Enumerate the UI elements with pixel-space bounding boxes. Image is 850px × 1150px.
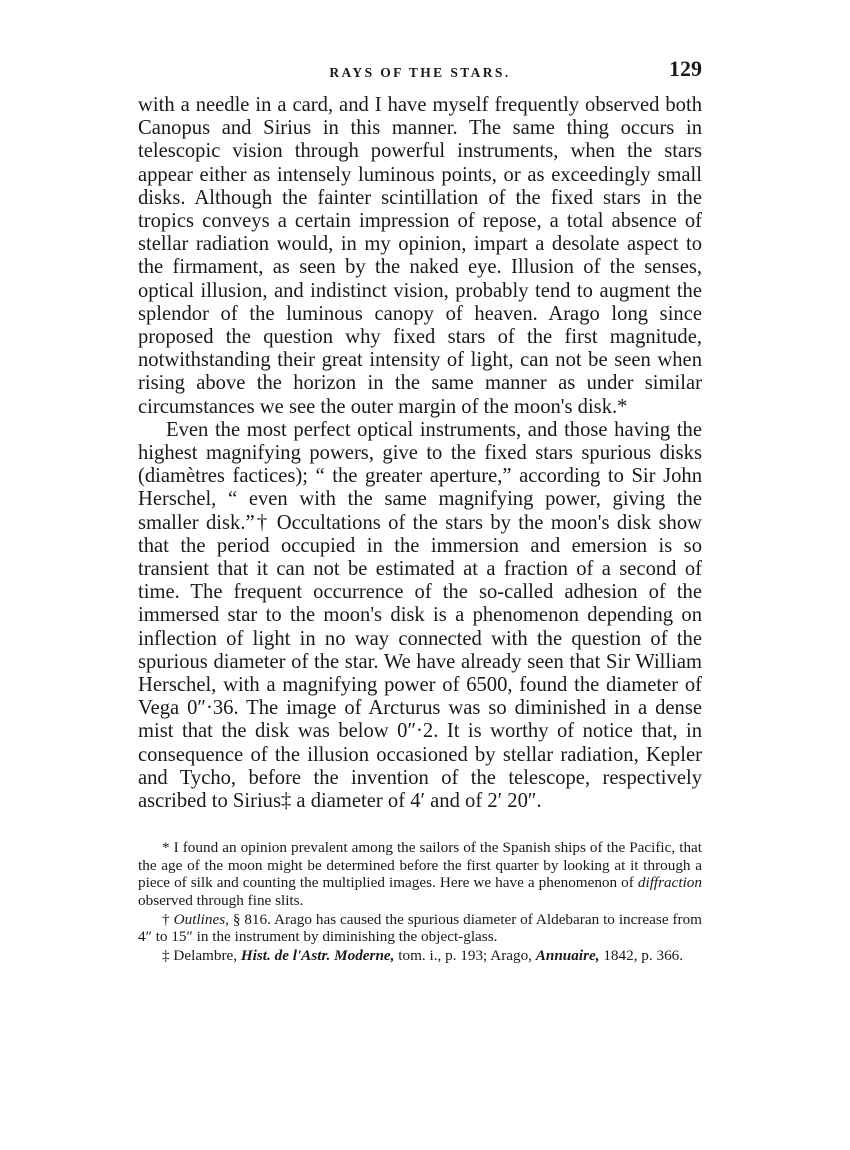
footnote-2-text: § 816. Arago has caused the spurious diameter of Aldebaran to increase from 4″ to 15″ in the instrument by diminishing the object-glass. <box>138 910 702 946</box>
body-text <box>138 94 702 813</box>
footnote-2-mark: † <box>162 910 174 928</box>
footnote-3-emphasis-1: Hist. de l'Astr. Moderne, <box>240 946 395 964</box>
footnotes <box>138 839 702 964</box>
footnote-1 <box>138 839 702 909</box>
paragraph-1: with a needle in a card, and I have myself frequently observed both Canopus and Sirius in this manner. The same thing occurs in telescopic vision through powerful instruments, when the stars appear either as intensely luminous points, or as exceedingly small disks. Although the fainter scintillation of the fixed stars in the tropics conveys a certain impression of repose, a total absence of stellar radiation would, in my opinion, impart a desolate aspect to the firmament, as seen by the naked eye. Illusion of the senses, optical illusion, and indistinct vision, probably tend to augment the splendor of the luminous canopy of heaven. Arago long since proposed the question why fixed stars of the first magnitude, notwithstanding their great intensity of light, can not be seen when rising above the horizon in the same manner as under similar circumstances we see the outer margin of the moon's disk.* <box>138 94 702 418</box>
footnote-1-emphasis: diffraction <box>637 874 702 892</box>
footnote-3-text-1: tom. i., p. 193; Arago, <box>394 946 536 964</box>
footnote-1-text-b: observed through fine slits. <box>138 892 304 910</box>
page-number: 129 <box>669 56 702 81</box>
footnote-3-mark: ‡ Delambre, <box>162 946 241 964</box>
footnote-3-emphasis-2: Annuaire, <box>535 946 600 964</box>
footnote-2-emphasis: Outlines, <box>173 910 229 928</box>
footnote-3-text-2: 1842, p. 366. <box>599 946 684 964</box>
paragraph-2: Even the most perfect optical instruments, and those having the highest magnifying powers, give to the fixed stars spurious disks (diamètres factices); “ the greater aperture,” according to Sir John Herschel, “ even with the same magnifying power, giving the smaller disk.”† Occultations of the stars by the moon's disk show that the period occupied in the immersion and emersion is so transient that it can not be estimated at a fraction of a second of time. The frequent occurrence of the so-called adhesion of the immersed star to the moon's disk is a phenomenon depending on inflection of light in no way connected with the question of the spurious diameter of the star. We have already seen that Sir William Herschel, with a magnifying power of 6500, found the diameter of Vega 0″·36. The image of Arcturus was so diminished in a dense mist that the disk was below 0″·2. It is worthy of notice that, in consequence of the illusion occasioned by stellar radiation, Kepler and Tycho, before the invention of the telescope, respectively ascribed to Sirius‡ a diameter of 4′ and of 2′ 20″. <box>138 418 702 813</box>
footnote-1-text-a: * I found an opinion prevalent among the sailors of the Spanish ships of the Pacific, that the age of the moon might be determined before the first quarter by looking at it through a piece of silk and counting the multiplied images. Here we have a phenomenon of <box>138 839 702 892</box>
book-page <box>138 56 702 965</box>
footnote-3 <box>138 947 702 965</box>
running-head: RAYS OF THE STARS. <box>329 65 511 80</box>
footnote-2 <box>138 911 702 946</box>
page-header <box>138 56 702 94</box>
